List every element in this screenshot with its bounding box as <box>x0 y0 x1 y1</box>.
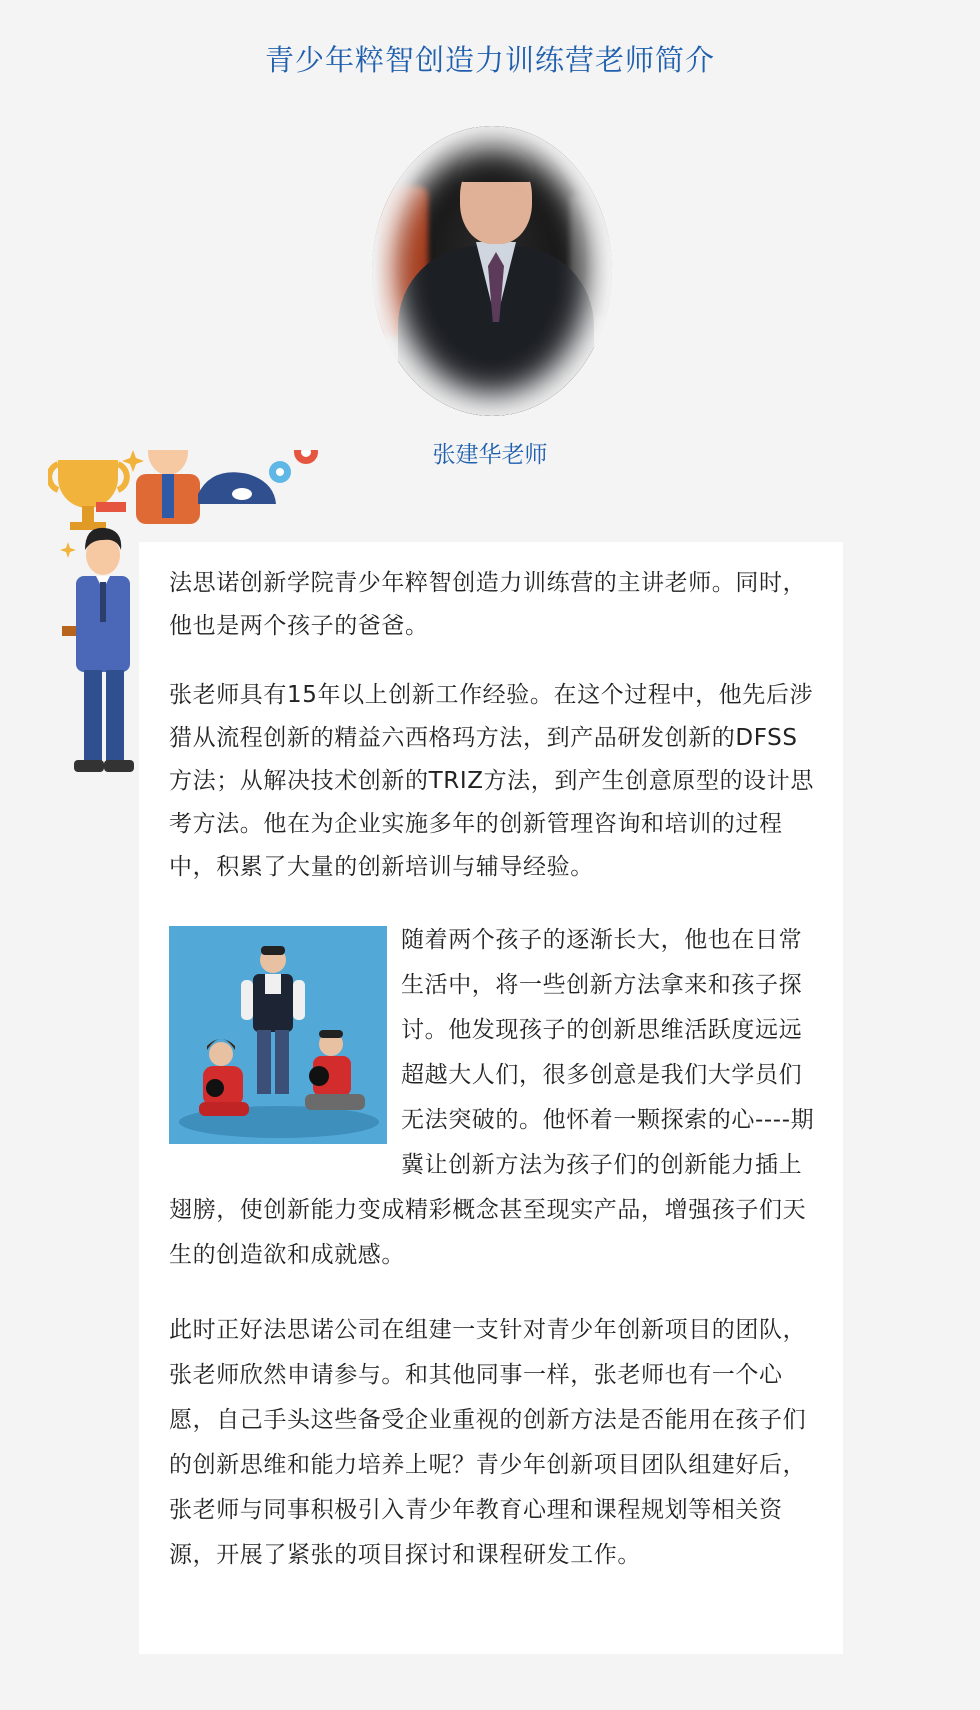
paragraph-children <box>169 918 815 1278</box>
person-figure-standing <box>62 502 134 772</box>
page-title: 青少年粹智创造力训练营老师简介 <box>264 43 715 77</box>
teacher-name: 张建华老师 <box>432 442 548 468</box>
gear-icon <box>256 450 318 483</box>
paragraph-intro: 法思诺创新学院青少年粹智创造力训练营的主讲老师。同时，他也是两个孩子的爸爸。 <box>169 570 807 639</box>
paragraph-children-text: 随着两个孩子的逐渐长大，他也在日常生活中，将一些创新方法拿来和孩子探讨。他发现孩子的创新思维活跃度远远超越大人们，很多创意是我们大学员们无法突破的。他怀着一颗探索的心----期冀让创新方法为孩子们的创新能力插上翅膀，使创新能力变成精彩概念甚至现实产品，增强孩子们天生的创造欲和成就感。 <box>169 927 815 1268</box>
trophy-icon <box>49 460 127 530</box>
person-figure-top <box>136 450 200 524</box>
teacher-portrait <box>372 126 612 416</box>
paragraph-experience: 张老师具有15年以上创新工作经验。在这个过程中，他先后涉猎从流程创新的精益六西格玛方法，到产品研发创新的DFSS方法；从解决技术创新的TRIZ方法，到产生创意原型的设计思考方法。他在为企业实施多年的创新管理咨询和培训的过程中，积累了大量的创新培训与辅导经验。 <box>169 682 814 880</box>
paragraph-team: 此时正好法思诺公司在组建一支针对青少年创新项目的团队，张老师欣然申请参与。和其他同事一样，张老师也有一个心愿，自己手头这些备受企业重视的创新方法是否能用在孩子们的创新思维和能力培养上呢？青少年创新项目团队组建好后，张老师与同事积极引入青少年教育心理和课程规划等相关资源，开展了紧张的项目探讨和课程研发工作。 <box>169 1317 807 1568</box>
family-photo <box>169 926 387 1144</box>
intro-card <box>139 542 843 1654</box>
mouse-icon <box>198 472 276 504</box>
